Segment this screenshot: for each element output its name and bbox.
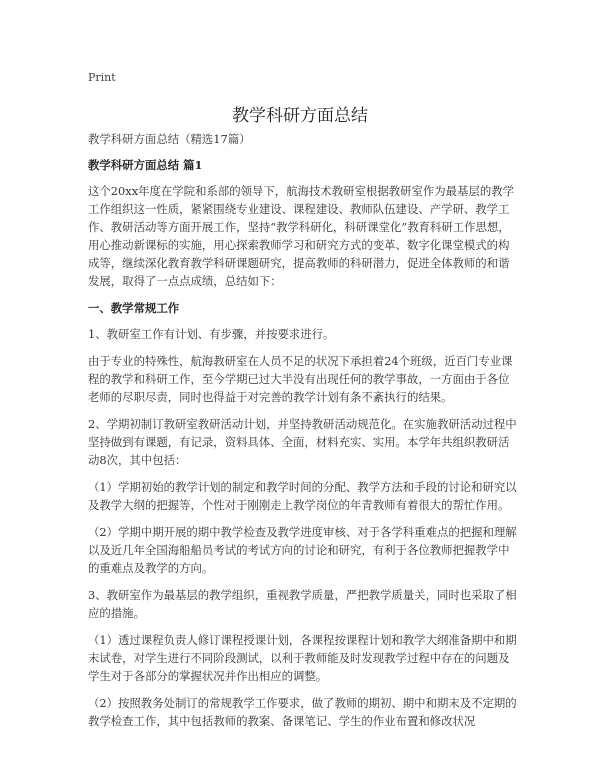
paragraph-item-3: 3、教研室作为最基层的教学组织，重视教学质量，严把教学质量关，同时也采取了相应的措施。 <box>88 588 517 620</box>
paragraph-item-1: 1、教研室工作有计划、有步骤，并按要求进行。 <box>88 327 335 341</box>
page-title: 教学科研方面总结 <box>232 106 368 126</box>
paragraph-item-2: 2、学期初制订教研室教研活动计划，并坚持教研活动规范化。在实施教研活动过程中坚持做到有课题，有记录，资料具体、全面，材料充实、实用。本学年共组织教研活动8次，其中包括： <box>88 417 517 467</box>
heading-teaching-routine: 一、教学常规工作 <box>88 301 180 315</box>
print-link[interactable]: Print <box>88 71 116 84</box>
document-body <box>88 130 520 739</box>
intro-paragraph: 这个20xx年度在学院和系部的领导下，航海技术教研室根据教研室作为最基层的教学工作组织这一性质，紧紧围绕专业建设、课程建设、教师队伍建设、产学研、教学工作、教研活动等方面开展工作，坚持“教学科研化，科研课堂化”教育科研工作思想，用心推动新课标的实施，用心探索教师学习和研究方式的变革、数字化课堂模式的构成等，继续深化教育教学科研课题研究，提高教师的科研潜力，促进全体教师的和谐发展，取得了一点点成绩，总结如下： <box>88 184 515 288</box>
paragraph-sub-3: （1）透过课程负责人修订课程授课计划，各课程按课程计划和教学大纲准备期中和期末试卷，对学生进行不同阶段测试，以利于教师能及时发现教学过程中存在的问题及学生对于各部分的掌握状况并作出相应的调整。 <box>88 633 517 683</box>
section-heading: 教学科研方面总结 篇1 <box>88 158 203 172</box>
paragraph-sub-1: （1）学期初始的教学计划的制定和教学时间的分配、教学方法和手段的讨论和研究以及教学大纲的把握等，个性对于刚刚走上教学岗位的年青教师有着很大的帮忙作用。 <box>88 480 517 512</box>
paragraph-sub-4: （2）按照教务处制订的常规教学工作要求，做了教师的期初、期中和期末及不定期的教学检查工作，其中包括教师的教案、备课笔记、学生的作业布置和修改状况 <box>88 696 517 728</box>
paragraph-1: 由于专业的特殊性，航海教研室在人员不足的状况下承担着24个班级，近百门专业课程的教学和科研工作，至今学期已过大半没有出现任何的教学事故，一方面由于各位老师的尽职尽责，同时也得益于对完善的教学计划有条不紊执行的结果。 <box>88 354 513 404</box>
paragraph-sub-2: （2）学期中期开展的期中教学检查及教学进度审核、对于各学科重难点的把握和理解以及近几年全国海船船员考试的考试方向的讨论和研究，有利于各位教师把握教学中的重难点及教学的方向。 <box>88 525 517 575</box>
document-subtitle: 教学科研方面总结（精选17篇） <box>88 132 251 146</box>
